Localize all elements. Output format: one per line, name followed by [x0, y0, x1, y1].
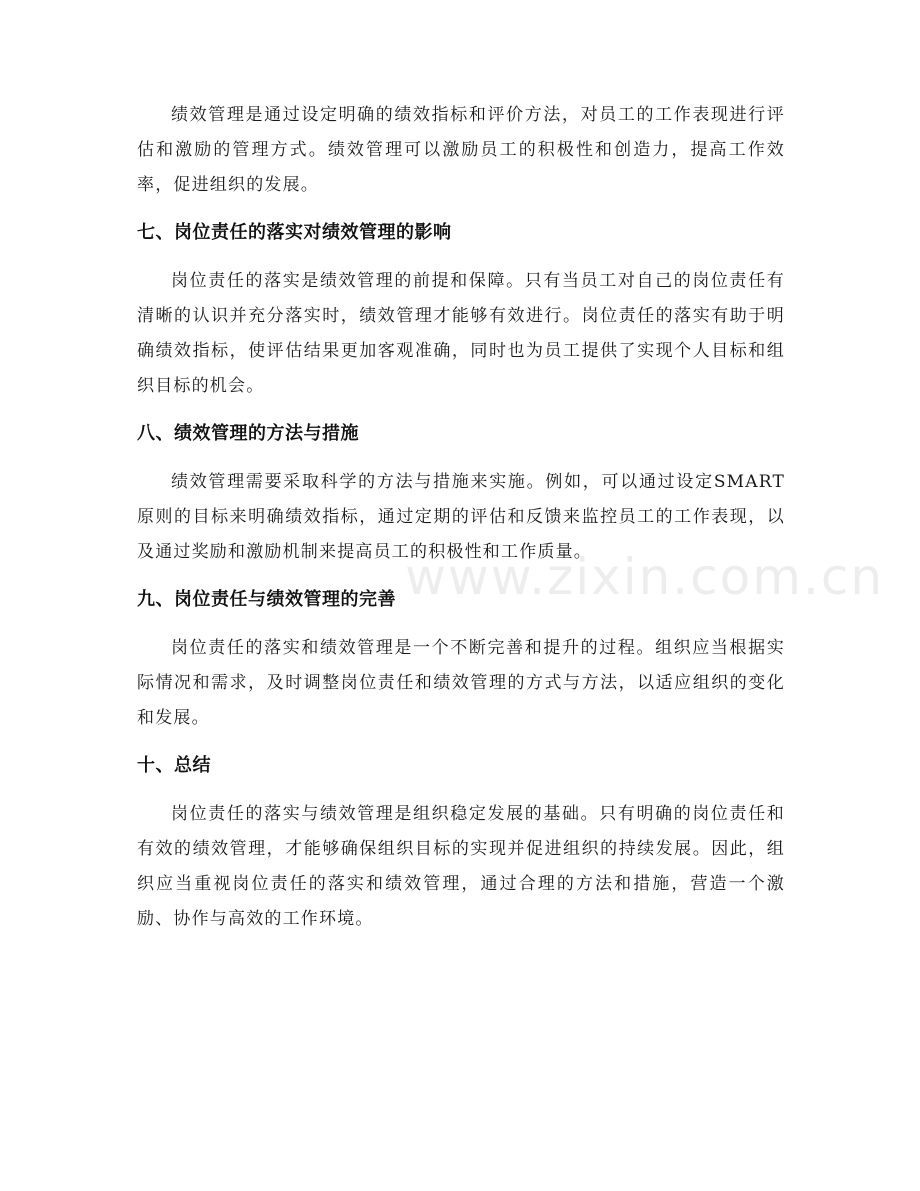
paragraph-section-9: 岗位责任的落实和绩效管理是一个不断完善和提升的过程。组织应当根据实际情况和需求，及时调整岗位责任和绩效管理的方式与方法，以适应组织的变化和发展。	[137, 638, 785, 728]
paragraph-intro: 绩效管理是通过设定明确的绩效指标和评价方法，对员工的工作表现进行评估和激励的管理方式。绩效管理可以激励员工的积极性和创造力，提高工作效率，促进组织的发展。	[137, 105, 785, 195]
paragraph-section-8: 绩效管理需要采取科学的方法与措施来实施。例如，可以通过设定SMART原则的目标来明确绩效指标，通过定期的评估和反馈来监控员工的工作表现，以及通过奖励和激励机制来提高员工的积极性和工作质量。	[137, 472, 785, 562]
paragraph-section-7: 岗位责任的落实是绩效管理的前提和保障。只有当员工对自己的岗位责任有清晰的认识并充分落实时，绩效管理才能够有效进行。岗位责任的落实有助于明确绩效指标，使评估结果更加客观准确，同时也为员工提供了实现个人目标和组织目标的机会。	[137, 271, 785, 396]
watermark-text: www.zixin.com.cn	[405, 548, 885, 606]
section-heading-10: 十、总结	[137, 755, 211, 776]
section-heading-9: 九、岗位责任与绩效管理的完善	[137, 589, 396, 610]
document-body	[137, 98, 785, 937]
section-heading-8: 八、绩效管理的方法与措施	[137, 423, 359, 444]
paragraph-summary: 岗位责任的落实与绩效管理是组织稳定发展的基础。只有明确的岗位责任和有效的绩效管理，才能够确保组织目标的实现并促进组织的持续发展。因此，组织应当重视岗位责任的落实和绩效管理，通过合理的方法和措施，营造一个激励、协作与高效的工作环境。	[137, 804, 785, 929]
section-heading-7: 七、岗位责任的落实对绩效管理的影响	[137, 222, 452, 243]
